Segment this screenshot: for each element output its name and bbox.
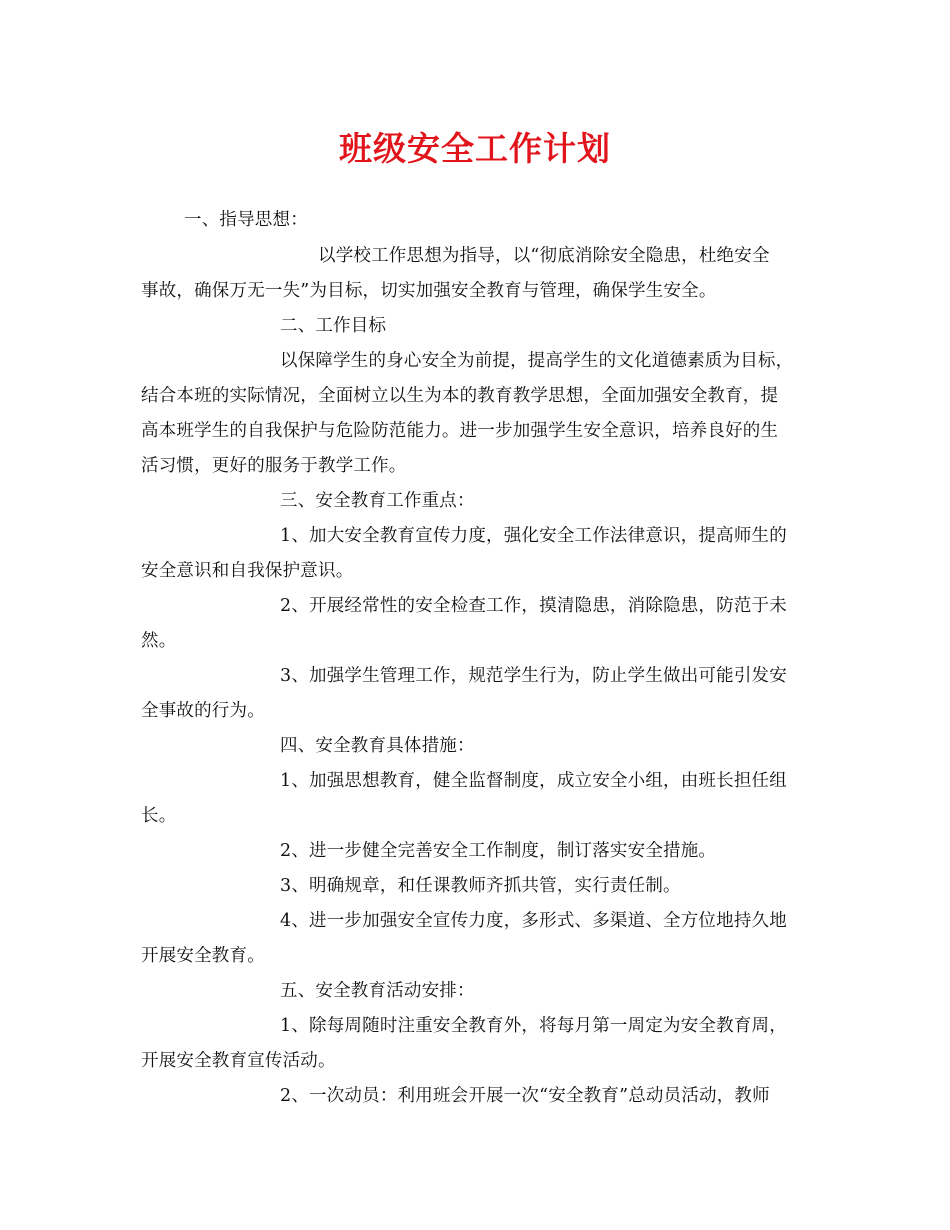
list-item-line: 1、除每周随时注重安全教育外，将每月第一周定为安全教育周，	[280, 1016, 787, 1036]
list-item-line: 2、进一步健全完善安全工作制度，制订落实安全措施。	[280, 841, 717, 861]
list-item-line: 安全意识和自我保护意识。	[141, 561, 354, 581]
list-item-line: 开展安全教育宣传活动。	[141, 1051, 336, 1071]
list-item-line: 4、进一步加强安全宣传力度，多形式、多渠道、全方位地持久地	[280, 911, 787, 931]
list-item-line: 1、加大安全教育宣传力度，强化安全工作法律意识，提高师生的	[280, 526, 787, 546]
paragraph-line: 以保障学生的身心安全为前提，提高学生的文化道德素质为目标，	[280, 351, 794, 371]
section-heading-work-goals: 二、工作目标	[280, 316, 387, 336]
section-heading-key-points: 三、安全教育工作重点：	[280, 491, 475, 511]
section-heading-guiding-thought: 一、指导思想：	[184, 210, 308, 230]
list-item-line: 1、加强思想教育，健全监督制度，成立安全小组，由班长担任组	[280, 771, 787, 791]
list-item-line: 然。	[141, 631, 177, 651]
document-title: 班级安全工作计划	[339, 129, 611, 168]
list-item-line: 开展安全教育。	[141, 946, 265, 966]
list-item-line: 2、一次动员：利用班会开展一次“安全教育”总动员活动，教师	[280, 1086, 770, 1106]
paragraph-line: 事故，确保万无一失”为目标，切实加强安全教育与管理，确保学生安全。	[141, 281, 717, 301]
list-item-line: 3、明确规章，和任课教师齐抓共管，实行责任制。	[280, 876, 681, 896]
section-heading-activities: 五、安全教育活动安排：	[280, 981, 475, 1001]
paragraph-line: 以学校工作思想为指导，以“彻底消除安全隐患，杜绝安全	[318, 246, 770, 266]
paragraph-line: 高本班学生的自我保护与危险防范能力。进一步加强学生安全意识，培养良好的生	[141, 421, 779, 441]
list-item-line: 2、开展经常性的安全检查工作，摸清隐患，消除隐患，防范于未	[280, 596, 787, 616]
paragraph-line: 结合本班的实际情况，全面树立以生为本的教育教学思想，全面加强安全教育，提	[141, 386, 779, 406]
list-item-line: 长。	[141, 806, 177, 826]
list-item-line: 全事故的行为。	[141, 701, 265, 721]
paragraph-line: 活习惯，更好的服务于教学工作。	[141, 456, 407, 476]
section-heading-measures: 四、安全教育具体措施：	[280, 736, 475, 756]
list-item-line: 3、加强学生管理工作，规范学生行为，防止学生做出可能引发安	[280, 666, 787, 686]
